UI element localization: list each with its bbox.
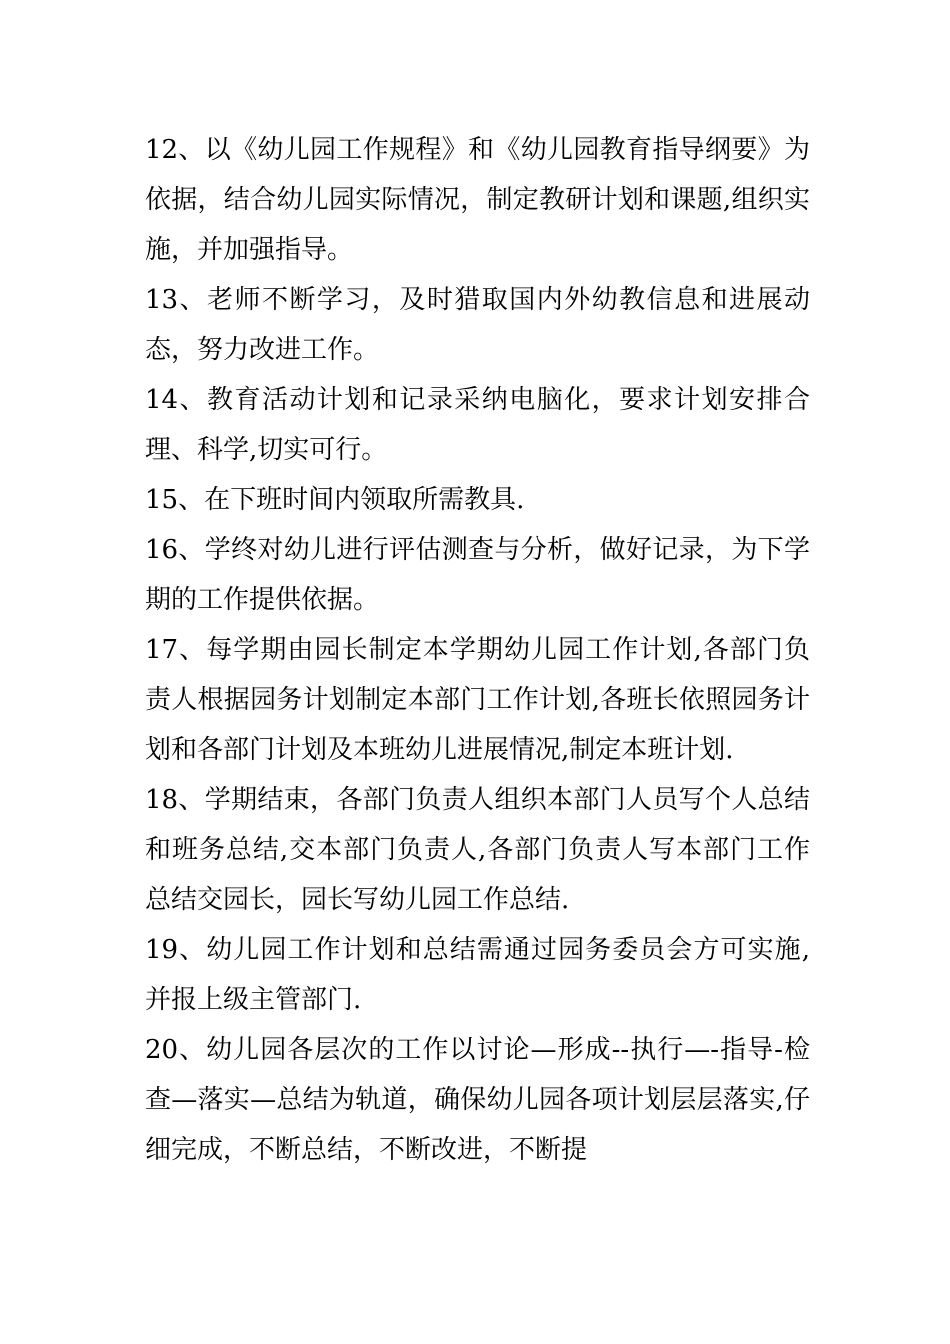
paragraph-12: 12、以《幼儿园工作规程》和《幼儿园教育指导纲要》为依据，结合幼儿园实际情况，制定教研计划和课题,组织实施，并加强指导。 xyxy=(145,135,810,265)
paragraph-16: 16、学终对幼儿进行评估测查与分析，做好记录，为下学期的工作提供依据。 xyxy=(145,535,810,615)
paragraph-15: 15、在下班时间内领取所需教具. xyxy=(145,485,525,515)
paragraph-17: 17、每学期由园长制定本学期幼儿园工作计划,各部门负责人根据园务计划制定本部门工作计划,各班长依照园务计划和各部门计划及本班幼儿进展情况,制定本班计划. xyxy=(145,635,810,765)
paragraph-20: 20、幼儿园各层次的工作以讨论—形成--执行—-指导-检查—落实—总结为轨道，确保幼儿园各项计划层层落实,仔细完成，不断总结，不断改进，不断提 xyxy=(145,1035,810,1165)
paragraph-13: 13、老师不断学习，及时猎取国内外幼教信息和进展动态，努力改进工作。 xyxy=(145,285,810,365)
paragraph-14: 14、教育活动计划和记录采纳电脑化，要求计划安排合理、科学,切实可行。 xyxy=(145,385,810,465)
paragraph-19: 19、幼儿园工作计划和总结需通过园务委员会方可实施,并报上级主管部门. xyxy=(145,935,810,1015)
document-body xyxy=(145,125,810,1175)
paragraph-18: 18、学期结束，各部门负责人组织本部门人员写个人总结和班务总结,交本部门负责人,各部门负责人写本部门工作总结交园长，园长写幼儿园工作总结. xyxy=(145,785,810,915)
